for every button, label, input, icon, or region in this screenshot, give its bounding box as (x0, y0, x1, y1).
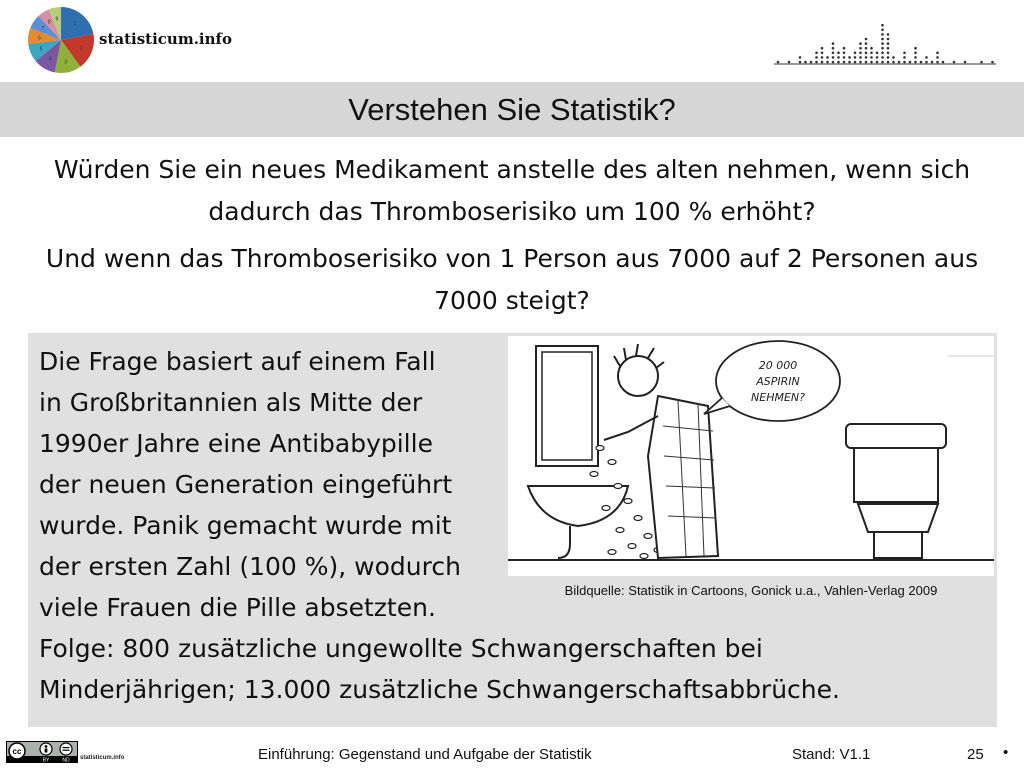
dotplot-dot (821, 61, 824, 64)
dotplot-dot (887, 33, 890, 36)
footer-version: Stand: V1.1 (792, 746, 871, 763)
dotplot-dot (892, 56, 895, 59)
consequence-text (39, 628, 979, 710)
dotplot-dot (870, 52, 873, 55)
logo-pie-icon (26, 5, 96, 75)
dotplot-dot (854, 61, 857, 64)
consequence-line: Folge: 800 zusätzliche ungewollte Schwangerschaften bei (39, 634, 763, 663)
dotplot-dot (865, 56, 868, 59)
dotplot-dot (909, 61, 912, 64)
question-1: Würden Sie ein neues Medikament anstelle des alten nehmen, wenn sich dadurch das Thromboserisiko um 100 % erhöht? (53, 155, 971, 226)
page-number: 25 (967, 746, 984, 763)
dotplot-dot (953, 61, 956, 64)
dotplot-dot (914, 52, 917, 55)
dotplot-dot (865, 61, 868, 64)
dotplot-dot (854, 56, 857, 59)
dotplot-dot (832, 42, 835, 45)
story-line: 1990er Jahre eine Antibabypille (39, 429, 433, 458)
dotplot-dot (843, 52, 846, 55)
dotplot-dot (777, 61, 780, 64)
dotplot-dot (876, 52, 879, 55)
dotplot-dot (859, 42, 862, 45)
dotplot-dot (881, 24, 884, 27)
story-line: in Großbritannien als Mitte der (39, 388, 423, 417)
dotplot-dot (821, 47, 824, 50)
logo-pie-label: 9 (55, 16, 59, 23)
dotplot-dot (881, 52, 884, 55)
story-line: der neuen Generation eingeführt (39, 470, 453, 499)
dotplot-dot (815, 61, 818, 64)
dotplot-dot (859, 61, 862, 64)
dotplot-dot (887, 56, 890, 59)
speech-line: ASPIRIN (756, 375, 800, 388)
dotplot-dot (898, 61, 901, 64)
dotplot-dot (936, 52, 939, 55)
speech-line: NEHMEN? (751, 391, 805, 404)
page-title: Verstehen Sie Statistik? (348, 92, 676, 127)
footer-brand: statisticum.info (80, 755, 125, 761)
dotplot-dot (799, 56, 802, 59)
dotplot-dot (881, 56, 884, 59)
dotplot-dot (876, 61, 879, 64)
dotplot-dot (903, 61, 906, 64)
dotplot-dot (837, 52, 840, 55)
dotplot-dot (870, 56, 873, 59)
footer-bullet: • (1003, 744, 1009, 761)
dotplot-dot (881, 42, 884, 45)
dotplot-dot (881, 38, 884, 41)
dotplot-dot (964, 61, 967, 64)
consequence-line: Minderjährigen; 13.000 zusätzliche Schwangerschaftsabbrüche. (39, 675, 840, 704)
dotplot-dot (903, 56, 906, 59)
dotplot-dot (903, 52, 906, 55)
dotplot-dot (832, 52, 835, 55)
cartoon-drawing (508, 336, 994, 576)
logo-pie-label: 1 (73, 21, 77, 28)
dotplot-dot (887, 38, 890, 41)
dotplot-dot (925, 61, 928, 64)
dotplot-dot (859, 47, 862, 50)
dotplot-logo-icon (772, 8, 998, 68)
story-text (39, 341, 509, 628)
logo-pie-label: 6 (38, 35, 41, 42)
dotplot-dot (881, 29, 884, 32)
dotplot-dot (991, 61, 994, 64)
dotplot-dot (980, 61, 983, 64)
cc-license-icon (6, 741, 78, 763)
dotplot-dot (914, 61, 917, 64)
dotplot-dot (881, 33, 884, 36)
dotplot-dot (804, 61, 807, 64)
dotplot-dot (815, 56, 818, 59)
dotplot-dot (788, 61, 791, 64)
logo-pie-label: 7 (41, 25, 45, 32)
dotplot-dot (876, 56, 879, 59)
dotplot-dot (887, 52, 890, 55)
logo-pie-label: 3 (64, 59, 68, 66)
dotplot-dot (881, 47, 884, 50)
dotplot-dot (942, 61, 945, 64)
dotplot-dot (821, 52, 824, 55)
story-line: wurde. Panik gemacht wurde mit (39, 511, 452, 540)
image-caption: Bildquelle: Statistik in Cartoons, Gonick u.a., Vahlen-Verlag 2009 (564, 583, 938, 598)
nd-label: ND (62, 757, 70, 763)
dotplot-dot (859, 56, 862, 59)
dotplot-dot (854, 52, 857, 55)
dotplot-dot (843, 47, 846, 50)
logo-pie-label: 5 (39, 46, 43, 53)
dotplot-dot (848, 56, 851, 59)
dotplot-dot (914, 56, 917, 59)
dotplot-dot (826, 56, 829, 59)
logo-pie-label: 4 (48, 56, 52, 63)
dotplot-dot (815, 52, 818, 55)
dotplot-dot (920, 61, 923, 64)
dotplot-dot (810, 61, 813, 64)
dotplot-dot (799, 61, 802, 64)
dotplot-dot (887, 42, 890, 45)
dotplot-dot (936, 61, 939, 64)
dotplot-dot (832, 47, 835, 50)
story-line: Die Frage basiert auf einem Fall (39, 347, 436, 376)
dotplot-dot (887, 61, 890, 64)
story-line: viele Frauen die Pille absetzten. (39, 593, 436, 622)
dotplot-dot (870, 61, 873, 64)
speech-line: 20 000 (758, 359, 798, 372)
dotplot-dot (936, 56, 939, 59)
dotplot-dot (865, 38, 868, 41)
dotplot-dot (865, 42, 868, 45)
dotplot-dot (925, 56, 928, 59)
logo-pie-label: 8 (47, 19, 51, 26)
dotplot-dot (837, 61, 840, 64)
dotplot-dot (859, 52, 862, 55)
question-2: Und wenn das Thromboserisiko von 1 Person aus 7000 auf 2 Personen aus 7000 steigt? (45, 244, 979, 315)
dotplot-dot (931, 61, 934, 64)
dotplot-dot (832, 56, 835, 59)
dotplot-dot (848, 61, 851, 64)
cc-label: cc (12, 747, 22, 756)
dotplot-dot (914, 47, 917, 50)
dotplot-dot (843, 56, 846, 59)
dotplot-dot (821, 56, 824, 59)
dotplot-dot (892, 61, 895, 64)
dotplot-dot (837, 56, 840, 59)
dotplot-dot (881, 61, 884, 64)
dotplot-dot (865, 52, 868, 55)
brand-name: statisticum.info (99, 30, 232, 48)
logo-pie-label: 2 (79, 46, 83, 53)
dotplot-dot (832, 61, 835, 64)
dotplot-dot (887, 47, 890, 50)
dotplot-dot (865, 47, 868, 50)
dotplot-dot (826, 61, 829, 64)
footer-title: Einführung: Gegenstand und Aufgabe der Statistik (258, 746, 592, 763)
dotplot-dot (870, 47, 873, 50)
story-line: der ersten Zahl (100 %), wodurch (39, 552, 461, 581)
cartoon-image (508, 336, 994, 576)
dotplot-dot (843, 61, 846, 64)
by-label: BY (42, 757, 50, 763)
